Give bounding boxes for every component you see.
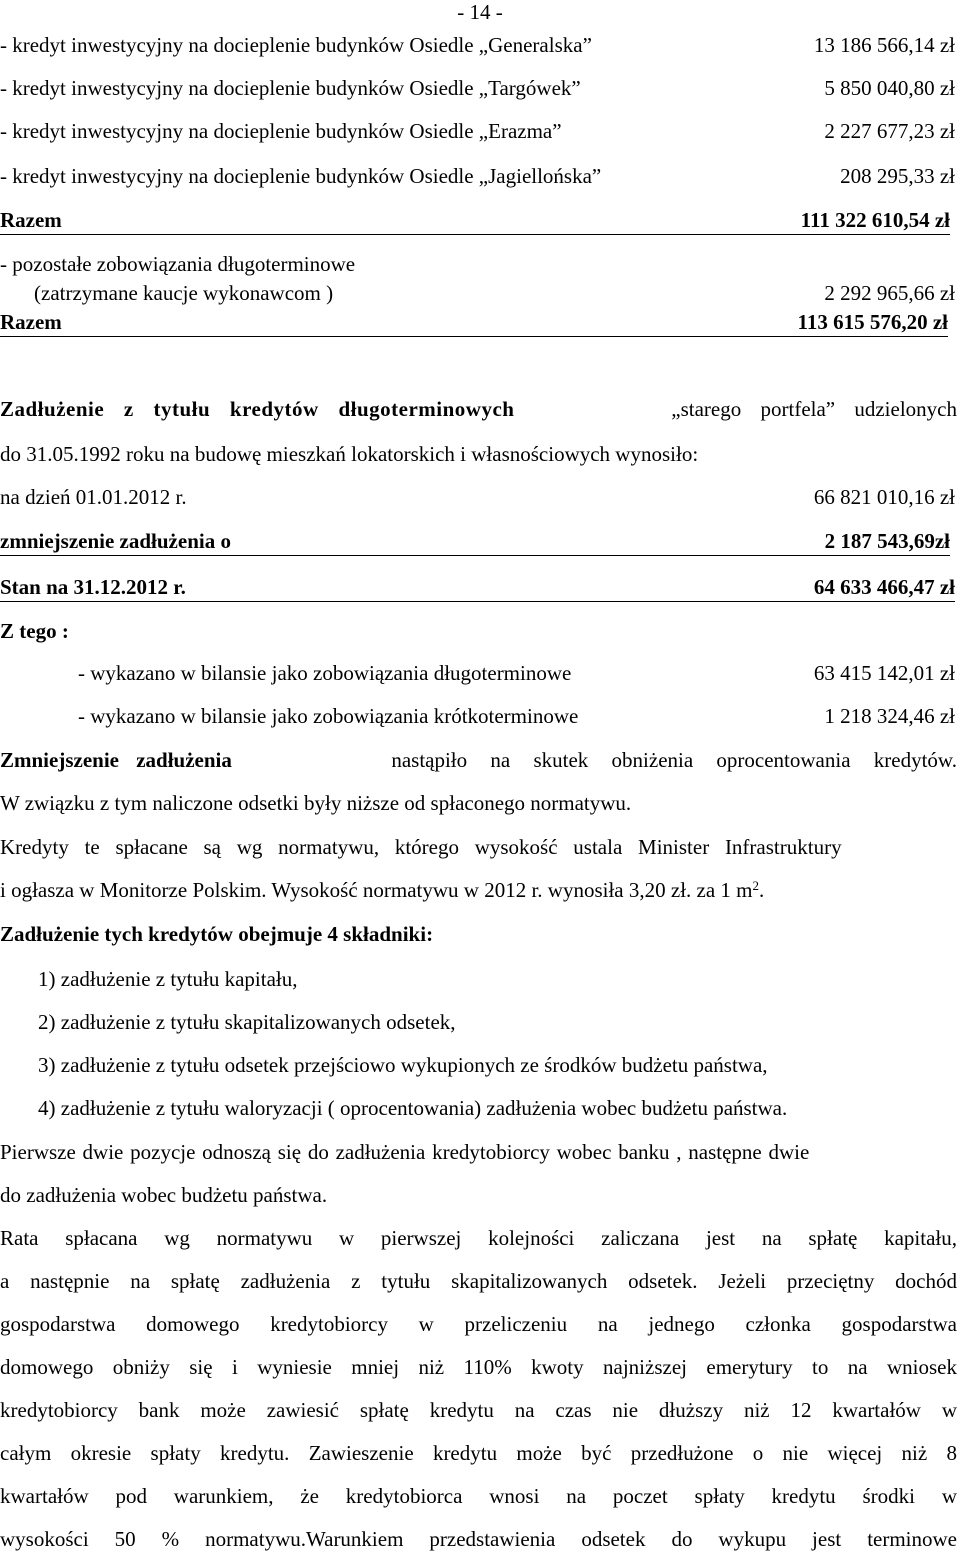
rate-line: całym okresie spłaty kredytu. Zawieszenie kredytu może być przedłużone o nie więcej niż 8 [0,1441,957,1465]
debt-decrease-amount: 2 187 543,69zł [824,529,950,553]
debt-end-amount: 64 633 466,47 zł [813,575,955,599]
long-term-amount: 63 415 142,01 zł [813,661,955,685]
rate-paragraph [0,1217,957,1561]
list-item: 2) zadłużenie z tytułu skapitalizowanych odsetek, [38,1010,456,1034]
of-which-heading: Z tego : [0,619,69,643]
short-term-amount: 1 218 324,46 zł [824,704,955,728]
rate-line: a następnie na spłatę zadłużenia z tytułu skapitalizowanych odsetek. Jeżeli przeciętny dochód [0,1269,957,1293]
other-liabilities-amount: 2 292 965,66 zł [824,281,955,305]
debt-intro-line1 [0,395,957,423]
credits-para-line2-end: . [759,878,765,902]
reduction-line1 [0,746,957,774]
total-label: Razem [0,310,62,334]
reduction-rest: nastąpiło na skutek obniżenia oprocentowania kredytów. [391,748,957,772]
debt-intro-bold-text: Zadłużenie z tytułu kredytów długoterminowych [0,397,515,421]
rate-line: kwartałów pod warunkiem, że kredytobiorca wnosi na poczet spłaty kredytu środki w [0,1484,957,1508]
credit-label: - kredyt inwestycyjny na docieplenie budynków Osiedle „Generalska” [0,33,592,57]
rate-line: kredytobiorcy bank może zawiesić spłatę kredytu na czas nie dłuższy niż 12 kwartałów w [0,1398,957,1422]
credit-amount: 2 227 677,23 zł [824,119,955,143]
total-row-credits [0,206,950,235]
credits-para-line2 [0,876,764,904]
first-two-line2: do zadłużenia wobec budżetu państwa. [0,1183,328,1207]
page-number: - 14 - [457,0,503,24]
other-liabilities-row [0,279,955,307]
credits-para-line1 [0,833,957,861]
other-liabilities-line2: (zatrzymane kaucje wykonawcom ) [34,281,334,305]
list-item: 1) zadłużenie z tytułu kapitału, [38,967,298,991]
debt-intro-line2: do 31.05.1992 roku na budowę mieszkań lokatorskich i własnościowych wynosiło: [0,442,699,466]
rate-line: domowego obniży się i wyniesie mniej niż 110% kwoty najniższej emerytury to na wniosek [0,1355,957,1379]
short-term-row [78,702,955,730]
debt-start-row [0,483,955,511]
debt-end-label: Stan na 31.12.2012 r. [0,575,186,599]
credit-label: - kredyt inwestycyjny na docieplenie budynków Osiedle „Jagiellońska” [0,164,602,188]
short-term-label: - wykazano w bilansie jako zobowiązania krótkoterminowe [78,704,579,728]
credit-amount: 208 295,33 zł [840,164,955,188]
total-amount: 111 322 610,54 zł [800,208,950,232]
debt-end-row [0,573,955,602]
superscript-2: 2 [752,878,760,893]
debt-intro-rest: „starego portfela” udzielonych [671,397,957,421]
reduction-bold: Zmniejszenie zadłużenia [0,748,232,772]
rate-line: Rata spłacana wg normatywu w pierwszej kolejności zaliczana jest na spłatę kapitału, [0,1226,957,1250]
debt-intro-bold [0,395,657,423]
rate-line: wysokości 50 % normatywu.Warunkiem przedstawienia odsetek do wykupu jest terminowe [0,1527,957,1551]
credit-amount: 13 186 566,14 zł [813,33,955,57]
credit-row-generalska [0,31,955,59]
other-liabilities-line1: - pozostałe zobowiązania długoterminowe [0,252,356,276]
debt-start-amount: 66 821 010,16 zł [813,485,955,509]
credit-row-erazma [0,117,955,145]
credit-row-targowek [0,74,955,102]
credit-label: - kredyt inwestycyjny na docieplenie budynków Osiedle „Targówek” [0,76,581,100]
reduction-line2: W związku z tym naliczone odsetki były niższe od spłaconego normatywu. [0,791,632,815]
components-heading: Zadłużenie tych kredytów obejmuje 4 składniki: [0,922,434,946]
credits-para-line1-text: Kredyty te spłacane są wg normatywu, którego wysokość ustala Minister Infrastruktury [0,835,842,859]
list-item: 4) zadłużenie z tytułu waloryzacji ( oprocentowania) zadłużenia wobec budżetu państwa. [38,1096,788,1120]
debt-decrease-row [0,527,950,556]
list-item: 3) zadłużenie z tytułu odsetek przejściowo wykupionych ze środków budżetu państwa, [38,1053,768,1077]
total-row-all [0,308,948,337]
long-term-label: - wykazano w bilansie jako zobowiązania długoterminowe [78,661,572,685]
total-label: Razem [0,208,62,232]
rate-line: gospodarstwa domowego kredytobiorcy w przeliczeniu na jednego członka gospodarstwa [0,1312,957,1336]
debt-start-label: na dzień 01.01.2012 r. [0,485,187,509]
first-two-line1-text: Pierwsze dwie pozycje odnoszą się do zadłużenia kredytobiorcy wobec banku , następne dwie [0,1140,810,1164]
long-term-row [78,659,955,687]
debt-decrease-label: zmniejszenie zadłużenia o [0,529,231,553]
credit-row-jagiellonska [0,162,955,190]
credit-label: - kredyt inwestycyjny na docieplenie budynków Osiedle „Erazma” [0,119,562,143]
credit-amount: 5 850 040,80 zł [824,76,955,100]
first-two-line1 [0,1138,957,1166]
credits-para-line2-text: i ogłasza w Monitorze Polskim. Wysokość normatywu w 2012 r. wynosiła 3,20 zł. za 1 m [0,878,753,902]
total-amount: 113 615 576,20 zł [797,310,948,334]
